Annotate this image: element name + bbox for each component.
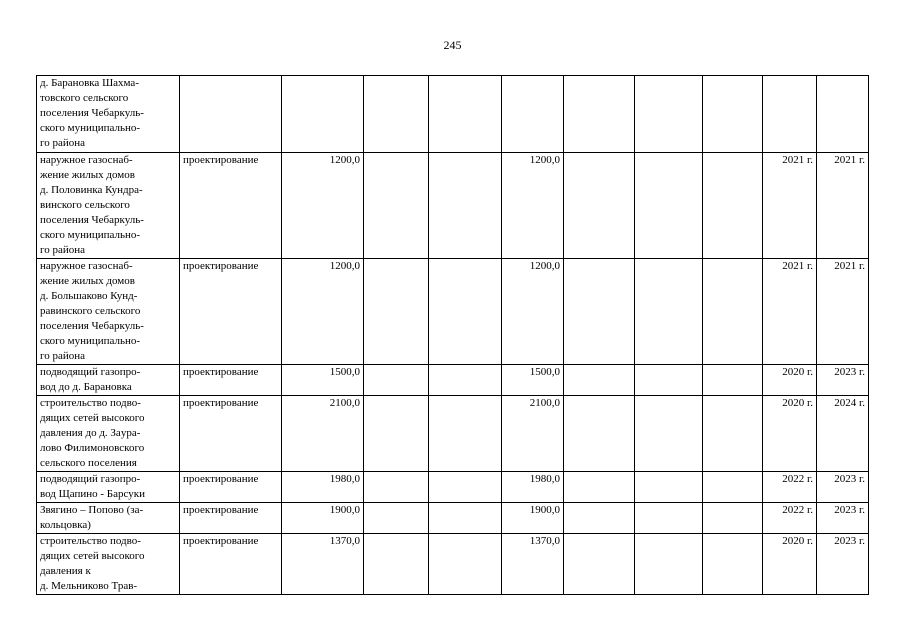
funding-cell: [364, 153, 429, 259]
end-year-cell: 2023 г.: [817, 503, 869, 534]
funding-cell: [635, 153, 703, 259]
object-name-line: д. Мельниково Трав-: [40, 580, 138, 592]
funding-cell: [564, 365, 635, 396]
funding-cell: [635, 503, 703, 534]
table-row: [37, 534, 869, 595]
object-name-line: строительство подво-: [40, 397, 141, 409]
table-row: [37, 153, 869, 259]
start-year-cell: 2021 г.: [763, 153, 817, 259]
funding-cell: 1500,0: [502, 365, 564, 396]
funding-cell: [364, 365, 429, 396]
funding-cell: [703, 472, 763, 503]
funding-cell: [635, 396, 703, 472]
object-name-line: ского муниципально-: [40, 335, 141, 347]
end-year-cell: 2021 г.: [817, 259, 869, 365]
funding-cell: [364, 259, 429, 365]
funding-cell: [703, 259, 763, 365]
object-name-line: го района: [40, 244, 86, 256]
total-cost-cell: [282, 76, 364, 153]
funding-cell: 2100,0: [502, 396, 564, 472]
work-type-cell: проектирование: [180, 259, 282, 365]
start-year-cell: 2021 г.: [763, 259, 817, 365]
funding-cell: [429, 396, 502, 472]
object-name-line: строительство подво-: [40, 535, 141, 547]
funding-cell: [429, 153, 502, 259]
funding-cell: [364, 396, 429, 472]
page-number: 245: [443, 38, 462, 52]
funding-cell: [364, 534, 429, 595]
funding-cell: [429, 534, 502, 595]
total-cost-cell: 1980,0: [282, 472, 364, 503]
funding-cell: [564, 472, 635, 503]
object-name-line: жение жилых домов: [40, 169, 135, 181]
object-name-line: дящих сетей высокого: [40, 412, 145, 424]
funding-cell: [635, 534, 703, 595]
funding-cell: [429, 259, 502, 365]
work-type-cell: проектирование: [180, 153, 282, 259]
object-name-line: поселения Чебаркуль-: [40, 214, 144, 226]
funding-cell: [429, 76, 502, 153]
funding-cell: 1980,0: [502, 472, 564, 503]
funding-cell: [429, 472, 502, 503]
total-cost-cell: 1900,0: [282, 503, 364, 534]
object-name-line: давления до д. Зaура-: [40, 427, 141, 439]
work-type-cell: проектирование: [180, 534, 282, 595]
end-year-cell: 2021 г.: [817, 153, 869, 259]
end-year-cell: 2023 г.: [817, 365, 869, 396]
object-name-line: дящих сетей высокого: [40, 550, 145, 562]
object-name-line: ского муниципально-: [40, 229, 141, 241]
object-name-line: жение жилых домов: [40, 275, 135, 287]
funding-cell: [635, 472, 703, 503]
funding-cell: [635, 259, 703, 365]
object-name-cell: [37, 259, 180, 365]
object-name-line: сельского поселения: [40, 457, 137, 469]
funding-cell: [703, 396, 763, 472]
object-name-line: поселения Чебаркуль-: [40, 107, 144, 119]
work-type-cell: проектирование: [180, 503, 282, 534]
object-name-cell: [37, 472, 180, 503]
object-name-line: товского сельского: [40, 92, 129, 104]
table-body: [37, 76, 869, 595]
end-year-cell: [817, 76, 869, 153]
start-year-cell: 2020 г.: [763, 396, 817, 472]
object-name-line: наружное газоснаб-: [40, 154, 133, 166]
funding-cell: [429, 365, 502, 396]
funding-cell: [635, 365, 703, 396]
end-year-cell: 2023 г.: [817, 472, 869, 503]
total-cost-cell: 1200,0: [282, 153, 364, 259]
object-name-line: кольцовка): [40, 519, 91, 531]
start-year-cell: 2022 г.: [763, 472, 817, 503]
end-year-cell: 2024 г.: [817, 396, 869, 472]
funding-cell: [703, 365, 763, 396]
object-name-line: ского муниципально-: [40, 122, 141, 134]
start-year-cell: 2020 г.: [763, 365, 817, 396]
object-name-cell: [37, 365, 180, 396]
object-name-line: д. Барановка Шахма-: [40, 77, 139, 89]
document-table: [36, 75, 869, 595]
table-row: [37, 472, 869, 503]
object-name-cell: [37, 153, 180, 259]
funding-cell: [635, 76, 703, 153]
table-row: [37, 76, 869, 153]
table-row: [37, 259, 869, 365]
funding-cell: [564, 259, 635, 365]
object-name-line: подводящий газопро-: [40, 366, 141, 378]
total-cost-cell: 1200,0: [282, 259, 364, 365]
object-name-line: д. Большаково Кунд-: [40, 290, 138, 302]
funding-cell: [364, 503, 429, 534]
funding-cell: [703, 503, 763, 534]
object-name-line: винского сельского: [40, 199, 130, 211]
work-type-cell: [180, 76, 282, 153]
funding-cell: [564, 153, 635, 259]
work-type-cell: проектирование: [180, 396, 282, 472]
total-cost-cell: 1370,0: [282, 534, 364, 595]
object-name-cell: [37, 76, 180, 153]
start-year-cell: [763, 76, 817, 153]
funding-cell: [564, 534, 635, 595]
total-cost-cell: 1500,0: [282, 365, 364, 396]
object-name-cell: [37, 503, 180, 534]
table-row: [37, 503, 869, 534]
object-name-line: наружное газоснаб-: [40, 260, 133, 272]
funding-cell: [703, 153, 763, 259]
funding-cell: [429, 503, 502, 534]
end-year-cell: 2023 г.: [817, 534, 869, 595]
object-name-line: лово Филимоновского: [40, 442, 145, 454]
table-row: [37, 365, 869, 396]
funding-cell: [564, 396, 635, 472]
funding-cell: [364, 472, 429, 503]
object-name-cell: [37, 396, 180, 472]
object-name-cell: [37, 534, 180, 595]
object-name-line: д. Половинка Кундра-: [40, 184, 143, 196]
funding-cell: 1370,0: [502, 534, 564, 595]
object-name-line: вод Щапино - Барсуки: [40, 488, 145, 500]
funding-cell: [564, 503, 635, 534]
object-name-line: подводящий газопро-: [40, 473, 141, 485]
funding-cell: 1900,0: [502, 503, 564, 534]
object-name-line: Звягино – Попово (за-: [40, 504, 144, 516]
funding-cell: [703, 534, 763, 595]
object-name-line: го района: [40, 137, 86, 149]
funding-cell: [502, 76, 564, 153]
total-cost-cell: 2100,0: [282, 396, 364, 472]
start-year-cell: 2020 г.: [763, 534, 817, 595]
object-name-line: равинского сельского: [40, 305, 141, 317]
object-name-line: го района: [40, 350, 86, 362]
start-year-cell: 2022 г.: [763, 503, 817, 534]
object-name-line: давления к: [40, 565, 91, 577]
object-name-line: вод до д. Барановка: [40, 381, 132, 393]
funding-cell: [564, 76, 635, 153]
work-type-cell: проектирование: [180, 472, 282, 503]
object-name-line: поселения Чебаркуль-: [40, 320, 144, 332]
work-type-cell: проектирование: [180, 365, 282, 396]
funding-cell: 1200,0: [502, 153, 564, 259]
funding-cell: [364, 76, 429, 153]
table-row: [37, 396, 869, 472]
funding-cell: 1200,0: [502, 259, 564, 365]
funding-cell: [703, 76, 763, 153]
